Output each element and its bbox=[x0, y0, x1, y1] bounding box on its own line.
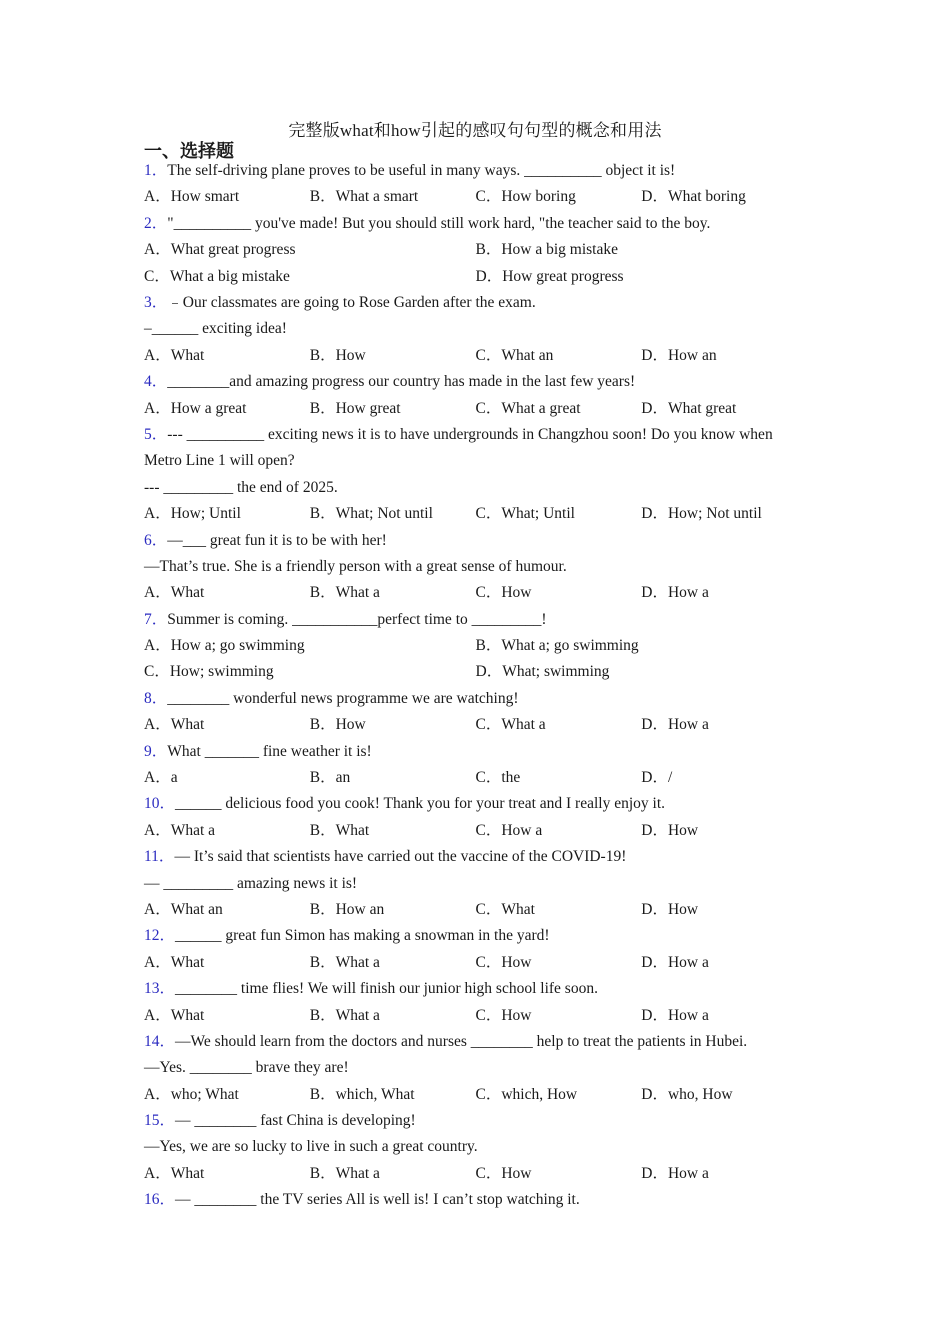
answer-option[interactable]: C．What a great bbox=[475, 399, 581, 417]
answer-option[interactable]: B．What a; go swimming bbox=[475, 637, 639, 655]
answer-option[interactable]: C．How bbox=[475, 953, 532, 971]
answer-option[interactable]: A．How; Until bbox=[144, 505, 241, 523]
answer-option[interactable]: C．How boring bbox=[475, 188, 576, 206]
question-stem bbox=[144, 158, 814, 184]
answer-option[interactable]: A．How a; go swimming bbox=[144, 637, 305, 655]
question-stem bbox=[144, 1108, 814, 1134]
question-number: 2． bbox=[144, 214, 168, 232]
question-number: 11． bbox=[144, 848, 175, 866]
question-item bbox=[144, 369, 814, 422]
options-row bbox=[144, 897, 814, 923]
question-number: 10． bbox=[144, 795, 176, 813]
answer-option[interactable]: B．What; Not until bbox=[309, 505, 433, 523]
question-number: 1． bbox=[144, 162, 168, 179]
question-number: 16． bbox=[144, 1191, 176, 1209]
options-row bbox=[144, 184, 814, 210]
question-text: —We should learn from the doctors and nurses ________ help to treat the patients in Hubei. bbox=[175, 1032, 748, 1050]
question-text: ________and amazing progress our country has made in the last few years! bbox=[167, 373, 636, 391]
question-stem bbox=[144, 1029, 814, 1055]
answer-option[interactable]: A．What bbox=[144, 716, 205, 734]
answer-option[interactable]: B．which, What bbox=[309, 1085, 415, 1103]
question-dialogue-line bbox=[144, 316, 814, 342]
question-item bbox=[144, 1187, 814, 1213]
options-row bbox=[144, 1082, 814, 1108]
question-item bbox=[144, 1029, 814, 1108]
answer-option[interactable]: D．What; swimming bbox=[475, 663, 610, 681]
question-dialogue-line bbox=[144, 475, 814, 501]
question-stem bbox=[144, 1187, 814, 1213]
options-row bbox=[144, 818, 814, 844]
question-item bbox=[144, 739, 814, 792]
answer-option[interactable]: B．What bbox=[309, 821, 370, 839]
question-item bbox=[144, 290, 814, 369]
answer-option[interactable]: B．What a smart bbox=[309, 188, 419, 206]
answer-option[interactable]: B．an bbox=[309, 769, 351, 787]
question-text: Summer is coming. ___________perfect time to _________! bbox=[167, 610, 547, 628]
question-item bbox=[144, 607, 814, 686]
question-number: 7． bbox=[144, 610, 168, 628]
answer-option[interactable]: D．How a bbox=[641, 953, 709, 971]
question-item bbox=[144, 923, 814, 976]
question-dialogue-line bbox=[144, 1134, 814, 1160]
answer-option[interactable]: D．How; Not until bbox=[641, 505, 762, 523]
options-row bbox=[144, 343, 814, 369]
question-stem bbox=[144, 528, 814, 554]
answer-option[interactable]: D．who, How bbox=[641, 1085, 733, 1103]
question-number: 12． bbox=[144, 927, 176, 945]
answer-option[interactable]: C．How bbox=[475, 1164, 532, 1182]
question-stem bbox=[144, 844, 814, 870]
answer-option[interactable]: C．What; Until bbox=[475, 505, 575, 523]
answer-option[interactable]: D．How a bbox=[641, 1006, 709, 1024]
answer-option[interactable]: D．How an bbox=[641, 346, 717, 364]
question-number: 4． bbox=[144, 373, 168, 391]
answer-option[interactable]: D．What boring bbox=[641, 188, 746, 206]
options-row bbox=[144, 1003, 814, 1029]
options-row bbox=[144, 501, 814, 527]
question-item bbox=[144, 1108, 814, 1187]
question-item bbox=[144, 528, 814, 607]
options-row bbox=[144, 765, 814, 791]
answer-option[interactable]: D．How bbox=[641, 821, 699, 839]
answer-option[interactable]: B．How great bbox=[309, 399, 401, 417]
question-text: —Yes, we are so lucky to live in such a great country. bbox=[144, 1138, 478, 1156]
question-text: ______ delicious food you cook! Thank you for your treat and I really enjoy it. bbox=[175, 795, 666, 813]
options-row bbox=[144, 237, 814, 263]
question-number: 8． bbox=[144, 689, 168, 707]
question-text: What _______ fine weather it is! bbox=[167, 742, 372, 760]
answer-option[interactable]: C．How bbox=[475, 1006, 532, 1024]
answer-option[interactable]: B．How bbox=[309, 346, 366, 364]
options-row bbox=[144, 264, 814, 290]
answer-option[interactable]: B．How an bbox=[309, 900, 385, 918]
question-stem bbox=[144, 290, 814, 316]
question-stem bbox=[144, 739, 814, 765]
answer-option[interactable]: A．a bbox=[144, 769, 178, 787]
options-row bbox=[144, 712, 814, 738]
answer-option[interactable]: C．What an bbox=[475, 346, 554, 364]
question-text: —Yes. ________ brave they are! bbox=[144, 1059, 349, 1077]
question-text: The self-driving plane proves to be useful in many ways. __________ object it is! bbox=[167, 162, 676, 179]
question-dialogue-line bbox=[144, 871, 814, 897]
answer-option[interactable]: C．the bbox=[475, 769, 521, 787]
question-text: –______ exciting idea! bbox=[144, 320, 287, 338]
answer-option[interactable]: A．What bbox=[144, 953, 205, 971]
question-text: "__________ you've made! But you should still work hard, "the teacher said to the boy. bbox=[167, 214, 711, 232]
answer-option[interactable]: A．who; What bbox=[144, 1085, 239, 1103]
question-number: 9． bbox=[144, 742, 168, 760]
question-text: — It’s said that scientists have carried out the vaccine of the COVID-19! bbox=[174, 848, 627, 866]
question-stem bbox=[144, 686, 814, 712]
answer-option[interactable]: B．What a bbox=[309, 1164, 380, 1182]
answer-option[interactable]: A．What an bbox=[144, 900, 223, 918]
answer-option[interactable]: B．How a big mistake bbox=[475, 241, 618, 259]
question-dialogue-line bbox=[144, 554, 814, 580]
options-row bbox=[144, 1161, 814, 1187]
answer-option[interactable]: A．How smart bbox=[144, 188, 240, 206]
question-item bbox=[144, 844, 814, 923]
answer-option[interactable]: A．What bbox=[144, 584, 205, 602]
answer-option[interactable]: B．How bbox=[309, 716, 366, 734]
answer-option[interactable]: C．How a bbox=[475, 821, 543, 839]
options-row bbox=[144, 950, 814, 976]
question-stem bbox=[144, 607, 814, 633]
answer-option[interactable]: D．/ bbox=[641, 769, 673, 787]
answer-option[interactable]: D．How a bbox=[641, 584, 709, 602]
answer-option[interactable]: C．What a big mistake bbox=[144, 267, 290, 285]
question-text: — ________ the TV series All is well is! I can’t stop watching it. bbox=[175, 1191, 580, 1209]
question-text: --- _________ the end of 2025. bbox=[144, 478, 338, 496]
section-heading: 一、选择题 bbox=[144, 141, 234, 161]
answer-option[interactable]: D．What great bbox=[641, 399, 737, 417]
answer-option[interactable]: D．How great progress bbox=[475, 267, 624, 285]
answer-option[interactable]: A．What bbox=[144, 1164, 205, 1182]
question-number: 6． bbox=[144, 531, 168, 549]
question-item bbox=[144, 211, 814, 290]
answer-option[interactable]: C．which, How bbox=[475, 1085, 578, 1103]
question-number: 13． bbox=[144, 980, 176, 998]
answer-option[interactable]: B．What a bbox=[309, 1006, 380, 1024]
answer-option[interactable]: C．How; swimming bbox=[144, 663, 274, 681]
question-text: ________ time flies! We will finish our junior high school life soon. bbox=[175, 980, 598, 998]
question-text: — ________ fast China is developing! bbox=[175, 1112, 416, 1130]
options-row bbox=[144, 580, 814, 606]
question-text: ﹣Our classmates are going to Rose Garden after the exam. bbox=[167, 293, 536, 311]
answer-option[interactable]: D．How a bbox=[641, 1164, 709, 1182]
question-number: 15． bbox=[144, 1112, 176, 1130]
question-number: 5． bbox=[144, 425, 168, 443]
question-number: 3． bbox=[144, 293, 168, 311]
question-stem bbox=[144, 976, 814, 1002]
question-stem bbox=[144, 791, 814, 817]
options-row bbox=[144, 396, 814, 422]
answer-option[interactable]: C．What bbox=[475, 900, 535, 918]
question-number: 14． bbox=[144, 1032, 176, 1050]
options-row bbox=[144, 659, 814, 685]
answer-option[interactable]: A．What great progress bbox=[144, 241, 296, 259]
question-text: —That’s true. She is a friendly person with a great sense of humour. bbox=[144, 557, 567, 575]
question-text: —___ great fun it is to be with her! bbox=[167, 531, 387, 549]
question-dialogue-line bbox=[144, 1055, 814, 1081]
options-row bbox=[144, 633, 814, 659]
question-stem bbox=[144, 369, 814, 395]
question-stem bbox=[144, 211, 814, 237]
question-text: — _________ amazing news it is! bbox=[144, 874, 358, 892]
question-text: ______ great fun Simon has making a snowman in the yard! bbox=[175, 927, 550, 945]
question-item bbox=[144, 686, 814, 739]
question-item bbox=[144, 422, 814, 528]
answer-option[interactable]: C．How bbox=[475, 584, 532, 602]
page-title: 完整版what和how引起的感叹句句型的概念和用法 bbox=[288, 121, 662, 140]
question-text: ________ wonderful news programme we are watching! bbox=[167, 689, 519, 707]
answer-option[interactable]: D．How a bbox=[641, 716, 709, 734]
question-stem bbox=[144, 923, 814, 949]
question-stem bbox=[144, 422, 814, 475]
question-item bbox=[144, 976, 814, 1029]
answer-option[interactable]: A．What bbox=[144, 1006, 205, 1024]
answer-option[interactable]: B．What a bbox=[309, 953, 380, 971]
answer-option[interactable]: C．What a bbox=[475, 716, 546, 734]
answer-option[interactable]: A．How a great bbox=[144, 399, 247, 417]
answer-option[interactable]: D．How bbox=[641, 900, 699, 918]
answer-option[interactable]: A．What bbox=[144, 346, 205, 364]
question-list bbox=[144, 158, 814, 1214]
answer-option[interactable]: B．What a bbox=[309, 584, 380, 602]
question-item bbox=[144, 791, 814, 844]
question-text: --- __________ exciting news it is to have undergrounds in Changzhou soon! Do you know when Metro Line 1 will open? bbox=[144, 425, 773, 470]
question-item bbox=[144, 158, 814, 211]
answer-option[interactable]: A．What a bbox=[144, 821, 216, 839]
